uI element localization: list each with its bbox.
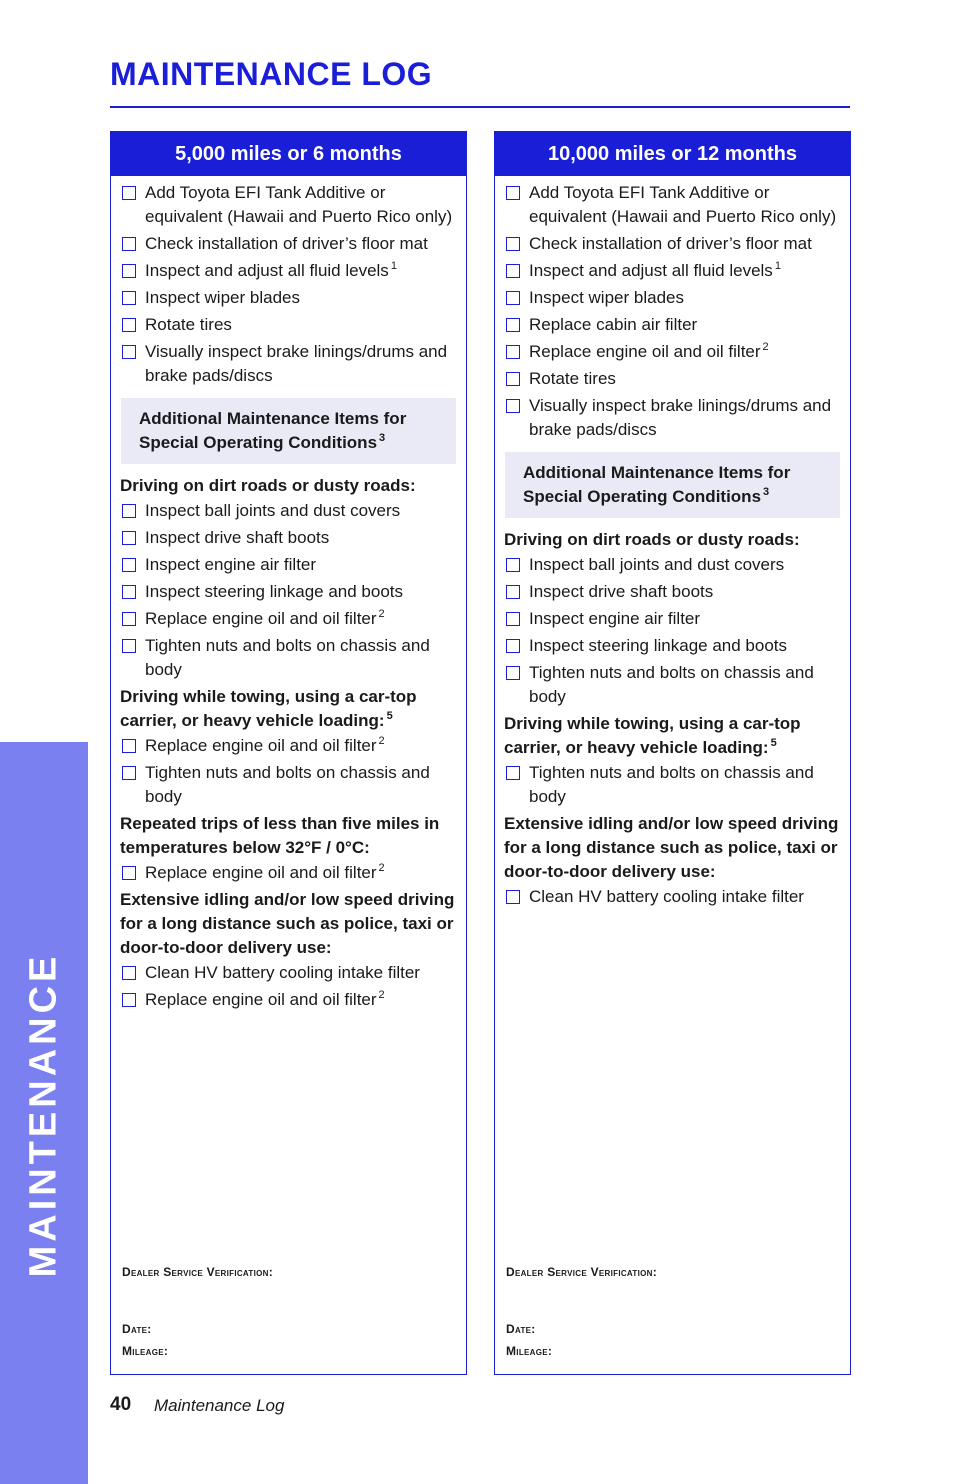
checklist-item (504, 553, 841, 577)
checklist-item (120, 734, 457, 758)
checkbox[interactable] (122, 558, 136, 572)
checklist-item (504, 885, 841, 909)
condition-heading-text: Driving while towing, using a car-top carrier, or heavy vehicle loading: (504, 714, 801, 757)
item-label: Tighten nuts and bolts on chassis and body (145, 763, 430, 806)
page-title: MAINTENANCE LOG (110, 56, 433, 92)
checklist-item-text (529, 232, 841, 256)
checklist-item (504, 232, 841, 256)
checkbox[interactable] (506, 318, 520, 332)
item-label: Check installation of driver’s floor mat (145, 234, 428, 253)
checkbox[interactable] (122, 585, 136, 599)
condition-heading-text: Driving while towing, using a car-top carrier, or heavy vehicle loading: (120, 687, 417, 730)
checkbox[interactable] (122, 531, 136, 545)
checklist-item-text (145, 607, 457, 631)
item-label: Check installation of driver’s floor mat (529, 234, 812, 253)
checkbox[interactable] (122, 504, 136, 518)
item-label: Add Toyota EFI Tank Additive or equivalent (Hawaii and Puerto Rico only) (145, 183, 453, 226)
checklist-item (120, 499, 457, 523)
item-label: Visually inspect brake linings/drums and brake pads/discs (529, 396, 832, 439)
date-label: Date: (506, 1322, 536, 1336)
condition-heading (120, 888, 457, 960)
interval-heading: 5,000 miles or 6 months (111, 132, 466, 176)
footnote-ref: 5 (770, 737, 777, 750)
footer-title: Maintenance Log (154, 1396, 285, 1415)
checkbox[interactable] (122, 766, 136, 780)
checklist-item (120, 340, 457, 388)
condition-heading (504, 528, 841, 552)
checklist-item-text (145, 634, 457, 682)
checkbox[interactable] (506, 766, 520, 780)
footnote-ref: 1 (390, 260, 397, 273)
checklist-item (120, 861, 457, 885)
checklist-item-text (145, 961, 457, 985)
checklist-item-text (529, 367, 841, 391)
item-label: Clean HV battery cooling intake filter (529, 887, 804, 906)
checkbox[interactable] (506, 264, 520, 278)
footnote-ref: 2 (378, 989, 385, 1002)
item-label: Rotate tires (529, 369, 616, 388)
checklist-item (504, 259, 841, 283)
item-label: Tighten nuts and bolts on chassis and body (529, 663, 814, 706)
checklist-item (504, 394, 841, 442)
checkbox[interactable] (122, 993, 136, 1007)
item-label: Inspect engine air filter (145, 555, 317, 574)
item-label: Replace engine oil and oil filter (145, 609, 377, 628)
item-label: Inspect engine air filter (529, 609, 701, 628)
checkbox[interactable] (122, 612, 136, 626)
checkbox[interactable] (122, 345, 136, 359)
checklist-item-text (145, 734, 457, 758)
footnote-ref: 3 (763, 486, 770, 499)
checklist-item-text (529, 661, 841, 709)
checkbox[interactable] (506, 345, 520, 359)
item-label: Replace cabin air filter (529, 315, 698, 334)
item-label: Inspect and adjust all fluid levels (145, 261, 389, 280)
checklist-item-text (529, 340, 841, 364)
special-conditions-box (505, 452, 840, 518)
checklist-item-text (145, 553, 457, 577)
checklist-item-text (145, 988, 457, 1012)
checklist-item (120, 553, 457, 577)
checklist-item (120, 232, 457, 256)
checklist-item (120, 580, 457, 604)
checklist-item-text (145, 286, 457, 310)
checklist-item (120, 761, 457, 809)
side-tab-label: MAINTENANCE (22, 952, 65, 1278)
checklist-item (504, 181, 841, 229)
condition-heading-text: Repeated trips of less than five miles in temperatures below 32°F / 0°C: (120, 814, 440, 857)
condition-heading-text: Driving on dirt roads or dusty roads: (504, 530, 800, 549)
footnote-ref: 1 (774, 260, 781, 273)
condition-heading-text: Extensive idling and/or low speed driving for a long distance such as police, taxi or door-to-door delivery use: (120, 890, 455, 957)
checklist-item-text (529, 394, 841, 442)
checklist-item (120, 259, 457, 283)
checklist-item (120, 988, 457, 1012)
item-label: Inspect ball joints and dust covers (145, 501, 401, 520)
condition-heading-text: Extensive idling and/or low speed driving for a long distance such as police, taxi or door-to-door delivery use: (504, 814, 839, 881)
checklist-item (504, 286, 841, 310)
item-label: Inspect steering linkage and boots (529, 636, 788, 655)
item-label: Replace engine oil and oil filter (145, 736, 377, 755)
condition-heading (504, 712, 841, 760)
checkbox[interactable] (122, 866, 136, 880)
checklist-item-text (145, 499, 457, 523)
checkbox[interactable] (506, 639, 520, 653)
checklist-item (120, 634, 457, 682)
checklist-item-text (529, 553, 841, 577)
checkbox[interactable] (506, 372, 520, 386)
footnote-ref: 2 (378, 735, 385, 748)
special-conditions-title: Additional Maintenance Items for Special Operating Conditions (523, 463, 791, 506)
checklist (495, 176, 850, 909)
title-divider (110, 106, 850, 108)
checkbox[interactable] (506, 186, 520, 200)
footnote-ref: 3 (379, 432, 386, 445)
checklist-item (504, 607, 841, 631)
checklist-item-text (145, 526, 457, 550)
item-label: Replace engine oil and oil filter (529, 342, 761, 361)
checklist-item-text (145, 313, 457, 337)
mileage-label: Mileage: (506, 1344, 553, 1358)
interval-column-10000 (494, 131, 851, 1375)
checkbox[interactable] (506, 399, 520, 413)
checklist-item (504, 661, 841, 709)
item-label: Replace engine oil and oil filter (145, 990, 377, 1009)
special-conditions-box (121, 398, 456, 464)
checklist-item (504, 313, 841, 337)
checklist-item (120, 313, 457, 337)
condition-heading (504, 812, 841, 884)
checklist-item-text (145, 861, 457, 885)
checklist-item-text (529, 634, 841, 658)
checkbox[interactable] (122, 186, 136, 200)
item-label: Tighten nuts and bolts on chassis and body (529, 763, 814, 806)
checklist-item (120, 286, 457, 310)
checklist-item-text (529, 286, 841, 310)
checklist-item-text (529, 259, 841, 283)
checklist-item-text (529, 885, 841, 909)
checkbox[interactable] (122, 264, 136, 278)
checkbox[interactable] (122, 739, 136, 753)
checklist-item-text (529, 607, 841, 631)
checklist-item (120, 961, 457, 985)
item-label: Inspect drive shaft boots (529, 582, 714, 601)
interval-heading: 10,000 miles or 12 months (495, 132, 850, 176)
condition-heading (120, 812, 457, 860)
checklist-item-text (529, 313, 841, 337)
item-label: Clean HV battery cooling intake filter (145, 963, 420, 982)
checklist-item-text (529, 761, 841, 809)
condition-heading (120, 474, 457, 498)
condition-heading-text: Driving on dirt roads or dusty roads: (120, 476, 416, 495)
item-label: Inspect ball joints and dust covers (529, 555, 785, 574)
dealer-verification-label: Dealer Service Verification: (122, 1265, 274, 1279)
page-number: 40 (110, 1394, 132, 1415)
checklist-item (504, 367, 841, 391)
footnote-ref: 2 (762, 341, 769, 354)
interval-column-5000 (110, 131, 467, 1375)
checklist-item-text (145, 259, 457, 283)
item-label: Inspect drive shaft boots (145, 528, 330, 547)
checklist-item-text (145, 181, 457, 229)
item-label: Add Toyota EFI Tank Additive or equivalent (Hawaii and Puerto Rico only) (529, 183, 837, 226)
checkbox[interactable] (122, 639, 136, 653)
checklist-item (120, 181, 457, 229)
checkbox[interactable] (506, 666, 520, 680)
checklist-item-text (529, 580, 841, 604)
checklist-item (120, 607, 457, 631)
checkbox[interactable] (122, 237, 136, 251)
checklist-item-text (145, 761, 457, 809)
checkbox[interactable] (506, 612, 520, 626)
checklist-item-text (145, 340, 457, 388)
dealer-verification-label: Dealer Service Verification: (506, 1265, 658, 1279)
checkbox[interactable] (506, 291, 520, 305)
checkbox[interactable] (506, 890, 520, 904)
checklist-item (504, 340, 841, 364)
checkbox[interactable] (506, 237, 520, 251)
footnote-ref: 2 (378, 862, 385, 875)
item-label: Rotate tires (145, 315, 232, 334)
mileage-label: Mileage: (122, 1344, 169, 1358)
checklist-item-text (145, 232, 457, 256)
checklist-item (504, 634, 841, 658)
checklist (111, 176, 466, 1012)
special-conditions-title: Additional Maintenance Items for Special Operating Conditions (139, 409, 407, 452)
checklist-item-text (529, 181, 841, 229)
item-label: Replace engine oil and oil filter (145, 863, 377, 882)
item-label: Inspect wiper blades (145, 288, 300, 307)
footnote-ref: 2 (378, 608, 385, 621)
checkbox[interactable] (122, 318, 136, 332)
item-label: Inspect steering linkage and boots (145, 582, 404, 601)
footnote-ref: 5 (386, 710, 393, 723)
condition-heading (120, 685, 457, 733)
checklist-item (504, 580, 841, 604)
checkbox[interactable] (122, 291, 136, 305)
item-label: Inspect and adjust all fluid levels (529, 261, 773, 280)
date-label: Date: (122, 1322, 152, 1336)
checkbox[interactable] (506, 585, 520, 599)
item-label: Tighten nuts and bolts on chassis and body (145, 636, 430, 679)
checklist-item (120, 526, 457, 550)
item-label: Inspect wiper blades (529, 288, 684, 307)
checklist-item-text (145, 580, 457, 604)
checkbox[interactable] (122, 966, 136, 980)
checklist-item (504, 761, 841, 809)
item-label: Visually inspect brake linings/drums and brake pads/discs (145, 342, 448, 385)
checkbox[interactable] (506, 558, 520, 572)
